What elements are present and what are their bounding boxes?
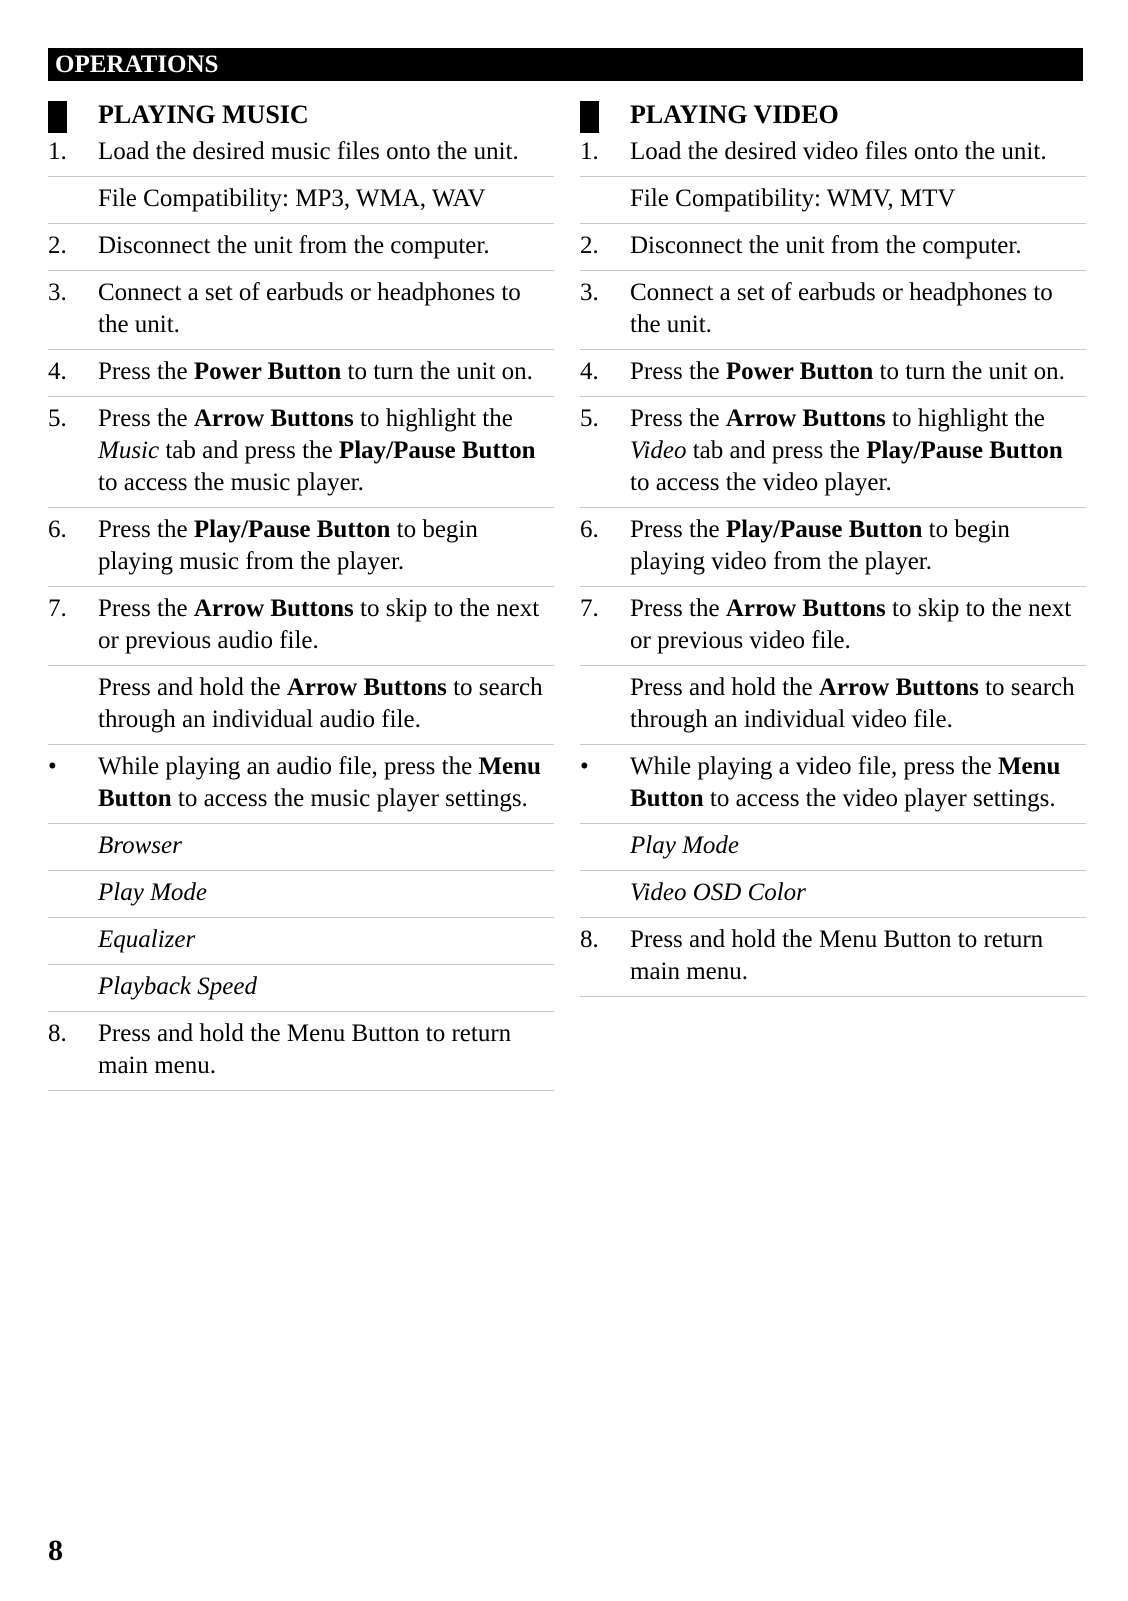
text-run: to search through an individual audio file. [98,674,543,733]
text-run: Press the [630,516,726,543]
text-run: Press and hold the [630,674,819,701]
bold-term: Menu Button [98,753,541,812]
text-run: tab and press the [686,437,867,464]
file-compatibility-text: File Compatibility: WMV, MTV [630,185,956,212]
step-row [580,177,1086,224]
text-run: While playing an audio file, press the [98,753,479,780]
file-compatibility-text: File Compatibility: MP3, WMA, WAV [98,185,486,212]
step-row [580,666,1086,745]
step-number: 6. [48,516,67,543]
step-text: Connect a set of earbuds or headphones to the unit. [630,279,1053,338]
step-number: 1. [48,138,67,165]
text-run: to begin playing video from the player. [630,516,1010,575]
text-run: to access the video player settings. [703,785,1056,812]
text-run: to access the music player. [98,469,364,496]
step-row [48,350,554,397]
settings-option: Equalizer [98,926,196,953]
section-marker-icon [580,101,599,133]
step-text: Disconnect the unit from the computer. [98,232,490,259]
text-run: tab and press the [159,437,339,464]
step-row [580,350,1086,397]
step-number [580,183,630,215]
bold-term: Play/Pause Button [725,516,923,543]
step-row [580,587,1086,666]
playing-video-steps [580,136,1086,997]
playing-music-heading [48,98,554,136]
bold-term: Play/Pause Button [866,437,1063,464]
step-number: 8. [48,1020,67,1047]
step-number: 7. [580,595,599,622]
bold-term: Power Button [193,358,342,385]
step-text [98,514,554,578]
step-row [48,587,554,666]
bold-term: Power Button [725,358,874,385]
settings-option: Play Mode [630,832,739,859]
step-row [580,136,1086,177]
settings-option: Browser [98,832,182,859]
step-number [580,830,630,862]
bullet: • [48,753,57,780]
step-text [98,672,554,736]
step-number: 5. [580,405,599,432]
text-run: to highlight the [885,405,1045,432]
step-row [48,508,554,587]
step-row [48,1012,554,1091]
step-number: 2. [580,232,599,259]
text-run: to skip to the next or previous audio file. [98,595,540,654]
playing-music-column [48,98,554,1091]
text-run: Press and hold the [98,674,287,701]
text-run: to access the music player settings. [171,785,528,812]
italic-term: Video [630,437,687,464]
step-text [630,403,1086,499]
step-row [580,508,1086,587]
step-row [48,136,554,177]
step-text [98,403,554,499]
bold-term: Arrow Buttons [193,405,354,432]
text-run: While playing a video file, press the [630,753,998,780]
step-row [580,224,1086,271]
step-number [48,924,98,956]
section-header-bar [48,48,1083,81]
step-number: 4. [48,358,67,385]
step-text: Load the desired music files onto the unit. [98,138,519,165]
bold-term: Arrow Buttons [193,595,354,622]
step-text: Load the desired video files onto the unit. [630,138,1047,165]
text-run: Press the [630,358,726,385]
step-number: 8. [580,926,599,953]
step-number: 5. [48,405,67,432]
step-text [630,751,1086,815]
step-text: Connect a set of earbuds or headphones to the unit. [98,279,521,338]
step-number [580,877,630,909]
bold-term: Arrow Buttons [725,405,886,432]
step-number: 2. [48,232,67,259]
step-row [580,745,1086,824]
settings-option-row [48,871,554,918]
italic-term: Music [98,437,160,464]
playing-music-title: PLAYING MUSIC [98,100,309,129]
playing-video-heading [580,98,1086,136]
step-row [48,666,554,745]
playing-music-steps [48,136,554,1091]
step-number [48,183,98,215]
step-text [98,593,554,657]
bullet: • [580,753,589,780]
step-number [48,830,98,862]
settings-option-row [48,965,554,1012]
text-run: Press the [630,405,726,432]
step-row [580,271,1086,350]
text-run: to search through an individual video file. [630,674,1075,733]
text-run: to skip to the next or previous video file. [630,595,1072,654]
step-number: 4. [580,358,599,385]
playing-video-title: PLAYING VIDEO [630,100,839,129]
step-number: 7. [48,595,67,622]
step-number: 1. [580,138,599,165]
step-text [630,514,1086,578]
step-text: Press and hold the Menu Button to return main menu. [98,1020,512,1079]
step-text [98,356,554,388]
step-number [48,971,98,1003]
text-run: to turn the unit on. [873,358,1065,385]
step-row [580,397,1086,508]
bold-term: Arrow Buttons [818,674,979,701]
text-run: Press the [630,595,726,622]
settings-option: Play Mode [98,879,207,906]
step-number: 6. [580,516,599,543]
step-text [630,356,1086,388]
step-text [98,751,554,815]
step-row [48,397,554,508]
settings-option-row [48,824,554,871]
page-number: 8 [48,1534,63,1567]
step-number: 3. [48,279,67,306]
step-number: 3. [580,279,599,306]
text-run: Press the [98,405,194,432]
step-text: Disconnect the unit from the computer. [630,232,1022,259]
section-header-title: OPERATIONS [55,51,219,78]
step-row [48,177,554,224]
step-text [630,672,1086,736]
step-number [48,877,98,909]
bold-term: Arrow Buttons [725,595,886,622]
text-run: Press the [98,516,194,543]
text-run: to turn the unit on. [341,358,533,385]
text-run: Press the [98,358,194,385]
settings-option-row [580,871,1086,918]
settings-option-row [580,824,1086,871]
settings-option: Playback Speed [98,973,257,1000]
step-row [48,745,554,824]
step-text [630,593,1086,657]
step-number [48,672,98,736]
text-run: to begin playing music from the player. [98,516,478,575]
step-text: Press and hold the Menu Button to return main menu. [630,926,1044,985]
bold-term: Menu Button [630,753,1061,812]
step-row [48,224,554,271]
text-run: to access the video player. [630,469,892,496]
bold-term: Play/Pause Button [193,516,391,543]
bold-term: Play/Pause Button [338,437,536,464]
step-row [580,918,1086,997]
step-number [580,672,630,736]
settings-option-row [48,918,554,965]
bold-term: Arrow Buttons [286,674,447,701]
step-row [48,271,554,350]
section-marker-icon [48,101,67,133]
playing-video-column [580,98,1086,997]
text-run: to highlight the [353,405,513,432]
text-run: Press the [98,595,194,622]
settings-option: Video OSD Color [630,879,806,906]
